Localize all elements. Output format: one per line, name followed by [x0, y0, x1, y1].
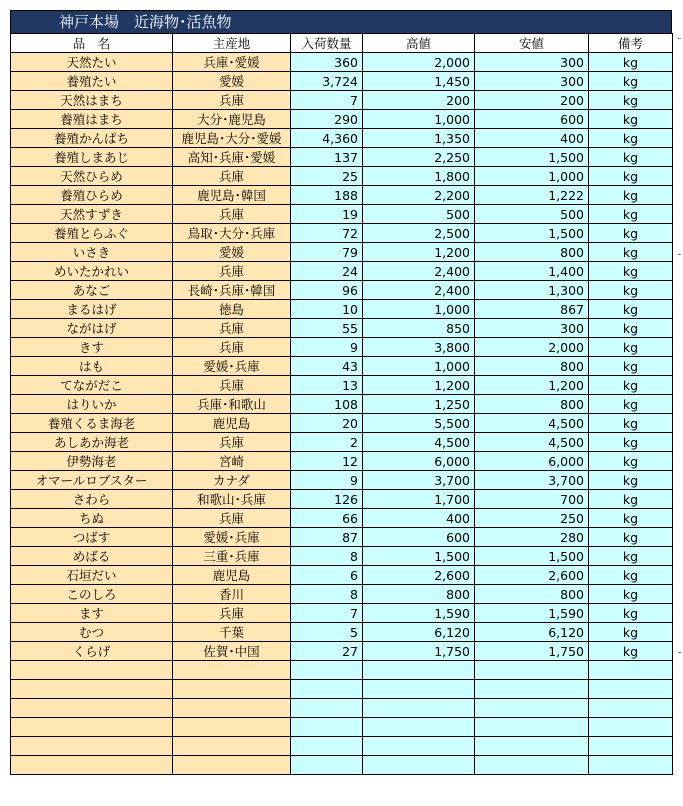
cell-high-price: 1,750	[363, 642, 475, 661]
empty-cell	[363, 680, 475, 699]
table-row	[11, 224, 673, 243]
table-row	[11, 243, 673, 262]
cell-origin: 兵庫･愛媛	[173, 53, 291, 72]
cell-product: 石垣だい	[11, 566, 173, 585]
empty-row	[11, 718, 673, 737]
cell-notes: kg	[589, 167, 673, 186]
cell-low-price: 1,500	[475, 547, 589, 566]
cell-notes: kg	[589, 129, 673, 148]
cell-quantity: 20	[291, 414, 363, 433]
cell-quantity: 7	[291, 604, 363, 623]
empty-cell	[291, 699, 363, 718]
cell-low-price: 1,500	[475, 148, 589, 167]
cell-notes: kg	[589, 414, 673, 433]
cell-high-price: 1,000	[363, 357, 475, 376]
empty-row	[11, 680, 673, 699]
cell-high-price: 800	[363, 585, 475, 604]
cell-quantity: 8	[291, 547, 363, 566]
empty-cell	[475, 699, 589, 718]
table-row	[11, 642, 673, 661]
table-row	[11, 566, 673, 585]
cell-low-price: 800	[475, 395, 589, 414]
cell-quantity: 6	[291, 566, 363, 585]
empty-cell	[475, 680, 589, 699]
cell-product: くらげ	[11, 642, 173, 661]
cell-low-price: 1,590	[475, 604, 589, 623]
cell-high-price: 1,590	[363, 604, 475, 623]
cell-quantity: 19	[291, 205, 363, 224]
cell-low-price: 2,000	[475, 338, 589, 357]
edge-mark	[678, 38, 681, 39]
table-row	[11, 205, 673, 224]
cell-high-price: 1,450	[363, 72, 475, 91]
cell-product: 養殖たい	[11, 72, 173, 91]
empty-cell	[11, 680, 173, 699]
empty-cell	[291, 680, 363, 699]
cell-origin: 鹿児島	[173, 566, 291, 585]
cell-notes: kg	[589, 319, 673, 338]
table-row	[11, 53, 673, 72]
cell-notes: kg	[589, 300, 673, 319]
empty-cell	[11, 699, 173, 718]
cell-notes: kg	[589, 186, 673, 205]
cell-low-price: 800	[475, 357, 589, 376]
empty-cell	[291, 718, 363, 737]
table-row	[11, 547, 673, 566]
empty-cell	[173, 680, 291, 699]
cell-notes: kg	[589, 395, 673, 414]
cell-low-price: 1,000	[475, 167, 589, 186]
cell-low-price: 300	[475, 319, 589, 338]
table-row	[11, 452, 673, 471]
cell-quantity: 13	[291, 376, 363, 395]
cell-notes: kg	[589, 604, 673, 623]
empty-cell	[291, 661, 363, 680]
header-high-price: 高値	[363, 34, 475, 53]
cell-low-price: 6,000	[475, 452, 589, 471]
cell-product: ます	[11, 604, 173, 623]
header-low-price: 安値	[475, 34, 589, 53]
cell-origin: 和歌山･兵庫	[173, 490, 291, 509]
cell-quantity: 87	[291, 528, 363, 547]
cell-product: オマールロブスター	[11, 471, 173, 490]
cell-product: 養殖くるま海老	[11, 414, 173, 433]
cell-origin: 兵庫	[173, 205, 291, 224]
empty-cell	[11, 661, 173, 680]
cell-notes: kg	[589, 509, 673, 528]
cell-origin: 鹿児島	[173, 414, 291, 433]
edge-mark	[678, 652, 681, 653]
cell-low-price: 250	[475, 509, 589, 528]
cell-origin: 兵庫	[173, 338, 291, 357]
cell-notes: kg	[589, 262, 673, 281]
cell-origin: 兵庫･和歌山	[173, 395, 291, 414]
cell-product: はも	[11, 357, 173, 376]
edge-mark	[678, 254, 681, 255]
cell-origin: 愛媛	[173, 72, 291, 91]
cell-low-price: 6,120	[475, 623, 589, 642]
empty-cell	[291, 737, 363, 756]
cell-product: 養殖とらふぐ	[11, 224, 173, 243]
empty-cell	[475, 737, 589, 756]
table-row	[11, 91, 673, 110]
empty-cell	[11, 756, 173, 775]
cell-quantity: 24	[291, 262, 363, 281]
cell-origin: 兵庫	[173, 433, 291, 452]
cell-low-price: 1,500	[475, 224, 589, 243]
cell-quantity: 108	[291, 395, 363, 414]
empty-cell	[363, 718, 475, 737]
cell-origin: 鳥取･大分･兵庫	[173, 224, 291, 243]
table-body	[11, 53, 673, 775]
empty-cell	[475, 756, 589, 775]
cell-low-price: 600	[475, 110, 589, 129]
cell-quantity: 10	[291, 300, 363, 319]
cell-product: めいたかれい	[11, 262, 173, 281]
cell-notes: kg	[589, 205, 673, 224]
cell-quantity: 27	[291, 642, 363, 661]
cell-quantity: 3,724	[291, 72, 363, 91]
cell-low-price: 1,222	[475, 186, 589, 205]
cell-quantity: 96	[291, 281, 363, 300]
cell-product: きす	[11, 338, 173, 357]
cell-quantity: 12	[291, 452, 363, 471]
cell-high-price: 5,500	[363, 414, 475, 433]
table-row	[11, 186, 673, 205]
cell-quantity: 9	[291, 471, 363, 490]
cell-high-price: 1,350	[363, 129, 475, 148]
cell-high-price: 2,500	[363, 224, 475, 243]
cell-high-price: 3,800	[363, 338, 475, 357]
cell-product: つばす	[11, 528, 173, 547]
cell-notes: kg	[589, 281, 673, 300]
table-row	[11, 471, 673, 490]
cell-product: あなご	[11, 281, 173, 300]
cell-notes: kg	[589, 243, 673, 262]
cell-high-price: 200	[363, 91, 475, 110]
cell-origin: 兵庫	[173, 509, 291, 528]
table-row	[11, 148, 673, 167]
empty-cell	[475, 718, 589, 737]
cell-product: 天然はまち	[11, 91, 173, 110]
cell-notes: kg	[589, 452, 673, 471]
table-row	[11, 300, 673, 319]
cell-high-price: 1,250	[363, 395, 475, 414]
empty-cell	[173, 756, 291, 775]
cell-notes: kg	[589, 490, 673, 509]
cell-origin: 長崎･兵庫･韓国	[173, 281, 291, 300]
table-row	[11, 604, 673, 623]
cell-notes: kg	[589, 91, 673, 110]
cell-quantity: 9	[291, 338, 363, 357]
table-row	[11, 376, 673, 395]
cell-product: はりいか	[11, 395, 173, 414]
cell-low-price: 1,750	[475, 642, 589, 661]
empty-cell	[363, 737, 475, 756]
cell-low-price: 4,500	[475, 414, 589, 433]
cell-product: 天然たい	[11, 53, 173, 72]
cell-low-price: 1,300	[475, 281, 589, 300]
cell-product: 養殖はまち	[11, 110, 173, 129]
cell-product: このしろ	[11, 585, 173, 604]
header-notes: 備考	[589, 34, 673, 53]
cell-low-price: 800	[475, 243, 589, 262]
header-origin: 主産地	[173, 34, 291, 53]
cell-product: さわら	[11, 490, 173, 509]
cell-high-price: 1,200	[363, 243, 475, 262]
cell-notes: kg	[589, 547, 673, 566]
cell-notes: kg	[589, 471, 673, 490]
cell-product: ながはげ	[11, 319, 173, 338]
cell-quantity: 188	[291, 186, 363, 205]
cell-low-price: 2,600	[475, 566, 589, 585]
cell-origin: 兵庫	[173, 319, 291, 338]
cell-high-price: 850	[363, 319, 475, 338]
cell-high-price: 2,250	[363, 148, 475, 167]
empty-cell	[589, 737, 673, 756]
cell-quantity: 5	[291, 623, 363, 642]
header-product: 品 名	[11, 34, 173, 53]
empty-cell	[291, 756, 363, 775]
cell-low-price: 280	[475, 528, 589, 547]
cell-quantity: 55	[291, 319, 363, 338]
cell-product: あしあか海老	[11, 433, 173, 452]
cell-high-price: 500	[363, 205, 475, 224]
empty-cell	[589, 718, 673, 737]
empty-row	[11, 699, 673, 718]
table-row	[11, 585, 673, 604]
cell-quantity: 43	[291, 357, 363, 376]
cell-notes: kg	[589, 148, 673, 167]
empty-cell	[11, 737, 173, 756]
header-quantity: 入荷数量	[291, 34, 363, 53]
market-price-table	[10, 33, 673, 775]
cell-low-price: 1,200	[475, 376, 589, 395]
cell-origin: 佐賀･中国	[173, 642, 291, 661]
cell-product: むつ	[11, 623, 173, 642]
cell-low-price: 200	[475, 91, 589, 110]
cell-quantity: 4,360	[291, 129, 363, 148]
cell-notes: kg	[589, 566, 673, 585]
cell-quantity: 79	[291, 243, 363, 262]
cell-quantity: 25	[291, 167, 363, 186]
cell-product: 養殖ひらめ	[11, 186, 173, 205]
cell-low-price: 4,500	[475, 433, 589, 452]
cell-origin: 兵庫	[173, 167, 291, 186]
cell-high-price: 2,400	[363, 281, 475, 300]
cell-low-price: 700	[475, 490, 589, 509]
cell-high-price: 1,000	[363, 300, 475, 319]
cell-high-price: 2,600	[363, 566, 475, 585]
cell-quantity: 137	[291, 148, 363, 167]
cell-high-price: 1,000	[363, 110, 475, 129]
cell-origin: 愛媛･兵庫	[173, 528, 291, 547]
table-row	[11, 528, 673, 547]
cell-notes: kg	[589, 528, 673, 547]
cell-product: まるはげ	[11, 300, 173, 319]
table-row	[11, 110, 673, 129]
empty-row	[11, 661, 673, 680]
table-row	[11, 395, 673, 414]
cell-origin: 鹿児島･大分･愛媛	[173, 129, 291, 148]
cell-product: ちぬ	[11, 509, 173, 528]
cell-notes: kg	[589, 376, 673, 395]
cell-notes: kg	[589, 338, 673, 357]
empty-cell	[363, 661, 475, 680]
cell-low-price: 1,400	[475, 262, 589, 281]
cell-origin: カナダ	[173, 471, 291, 490]
cell-low-price: 400	[475, 129, 589, 148]
cell-high-price: 2,200	[363, 186, 475, 205]
cell-high-price: 2,400	[363, 262, 475, 281]
table-row	[11, 509, 673, 528]
cell-quantity: 72	[291, 224, 363, 243]
cell-quantity: 7	[291, 91, 363, 110]
cell-notes: kg	[589, 224, 673, 243]
cell-low-price: 500	[475, 205, 589, 224]
empty-cell	[589, 680, 673, 699]
cell-low-price: 300	[475, 53, 589, 72]
cell-origin: 三重･兵庫	[173, 547, 291, 566]
table-row	[11, 338, 673, 357]
table-row	[11, 623, 673, 642]
cell-high-price: 400	[363, 509, 475, 528]
empty-cell	[173, 699, 291, 718]
empty-row	[11, 737, 673, 756]
cell-notes: kg	[589, 53, 673, 72]
cell-low-price: 800	[475, 585, 589, 604]
cell-notes: kg	[589, 585, 673, 604]
cell-product: 養殖かんぱち	[11, 129, 173, 148]
cell-notes: kg	[589, 433, 673, 452]
cell-product: 養殖しまあじ	[11, 148, 173, 167]
table-row	[11, 167, 673, 186]
cell-origin: 千葉	[173, 623, 291, 642]
cell-origin: 宮崎	[173, 452, 291, 471]
empty-cell	[589, 699, 673, 718]
table-row	[11, 281, 673, 300]
cell-high-price: 1,200	[363, 376, 475, 395]
cell-low-price: 300	[475, 72, 589, 91]
cell-quantity: 2	[291, 433, 363, 452]
header-row	[11, 34, 673, 53]
table-row	[11, 357, 673, 376]
cell-high-price: 600	[363, 528, 475, 547]
cell-origin: 兵庫	[173, 262, 291, 281]
cell-low-price: 3,700	[475, 471, 589, 490]
cell-product: 伊勢海老	[11, 452, 173, 471]
cell-origin: 愛媛･兵庫	[173, 357, 291, 376]
cell-quantity: 290	[291, 110, 363, 129]
cell-origin: 兵庫	[173, 91, 291, 110]
empty-row	[11, 756, 673, 775]
empty-cell	[589, 661, 673, 680]
cell-product: めばる	[11, 547, 173, 566]
cell-notes: kg	[589, 357, 673, 376]
empty-cell	[475, 661, 589, 680]
cell-origin: 兵庫	[173, 604, 291, 623]
cell-high-price: 1,700	[363, 490, 475, 509]
spreadsheet	[10, 10, 672, 775]
empty-cell	[173, 661, 291, 680]
empty-cell	[173, 737, 291, 756]
cell-origin: 高知･兵庫･愛媛	[173, 148, 291, 167]
table-row	[11, 262, 673, 281]
cell-high-price: 6,000	[363, 452, 475, 471]
cell-origin: 愛媛	[173, 243, 291, 262]
table-row	[11, 490, 673, 509]
table-row	[11, 129, 673, 148]
empty-cell	[363, 699, 475, 718]
cell-quantity: 8	[291, 585, 363, 604]
table-row	[11, 72, 673, 91]
cell-notes: kg	[589, 623, 673, 642]
cell-high-price: 4,500	[363, 433, 475, 452]
table-row	[11, 414, 673, 433]
cell-quantity: 66	[291, 509, 363, 528]
cell-origin: 大分･鹿児島	[173, 110, 291, 129]
cell-quantity: 126	[291, 490, 363, 509]
cell-product: 天然ひらめ	[11, 167, 173, 186]
cell-low-price: 867	[475, 300, 589, 319]
empty-cell	[173, 718, 291, 737]
cell-notes: kg	[589, 110, 673, 129]
cell-high-price: 1,500	[363, 547, 475, 566]
cell-origin: 兵庫	[173, 376, 291, 395]
cell-origin: 香川	[173, 585, 291, 604]
empty-cell	[589, 756, 673, 775]
empty-cell	[11, 718, 173, 737]
table-title: 神戸本場 近海物･活魚物	[10, 10, 672, 33]
cell-quantity: 360	[291, 53, 363, 72]
cell-product: てながだこ	[11, 376, 173, 395]
empty-cell	[363, 756, 475, 775]
cell-high-price: 1,800	[363, 167, 475, 186]
cell-notes: kg	[589, 72, 673, 91]
cell-high-price: 2,000	[363, 53, 475, 72]
table-row	[11, 319, 673, 338]
cell-product: 天然すずき	[11, 205, 173, 224]
cell-origin: 鹿児島･韓国	[173, 186, 291, 205]
table-row	[11, 433, 673, 452]
cell-product: いさき	[11, 243, 173, 262]
cell-high-price: 3,700	[363, 471, 475, 490]
cell-origin: 徳島	[173, 300, 291, 319]
cell-high-price: 6,120	[363, 623, 475, 642]
cell-notes: kg	[589, 642, 673, 661]
